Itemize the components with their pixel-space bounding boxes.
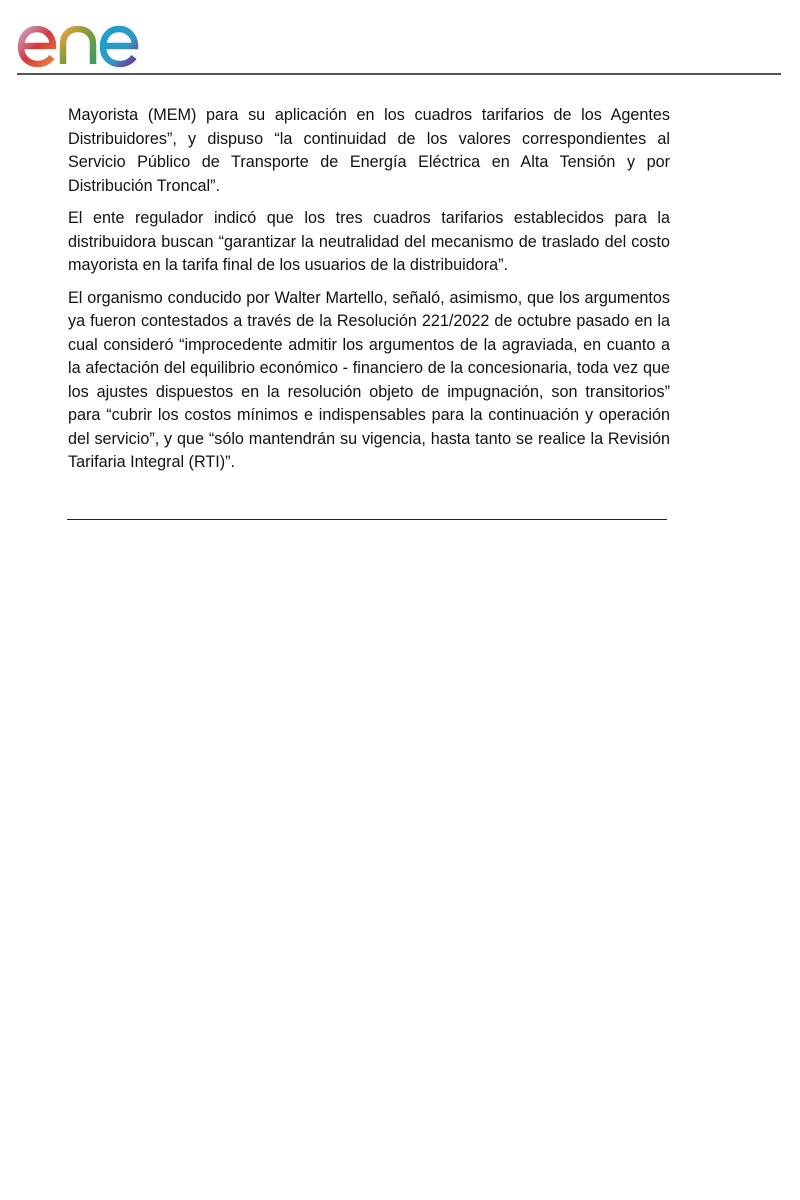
page-header [0,0,800,76]
paragraph: El ente regulador indicó que los tres cuadros tarifarios establecidos para la distribuidora buscan “garantizar la neutralidad del mecanismo de traslado del costo mayorista en la tarifa final de los usuarios de la distribuidora”. [68,209,670,274]
document-body [68,104,670,475]
paragraph: Mayorista (MEM) para su aplicación en los cuadros tarifarios de los Agentes Distribuidores”, y dispuso “la continuidad de los valores correspondientes al Servicio Público de Transporte de Energía Eléctrica en Alta Tensión y por Distribución Troncal”. [68,106,670,195]
enel-logo [16,14,172,70]
header-divider [17,73,781,75]
content-divider [67,519,667,520]
paragraph: El organismo conducido por Walter Martello, señaló, asimismo, que los argumentos ya fueron contestados a través de la Resolución 221/2022 de octubre pasado en la cual consideró “improcedente admitir los argumentos de la agraviada, en cuanto a la afectación del equilibrio económico - financiero de la concesionaria, toda vez que los ajustes dispuestos en la resolución objeto de impugnación, son transitorios” para “cubrir los costos mínimos e indispensables para la continuación y operación del servicio”, y que “sólo mantendrán su vigencia, hasta tanto se realice la Revisión Tarifaria Integral (RTI)”. [68,288,670,471]
